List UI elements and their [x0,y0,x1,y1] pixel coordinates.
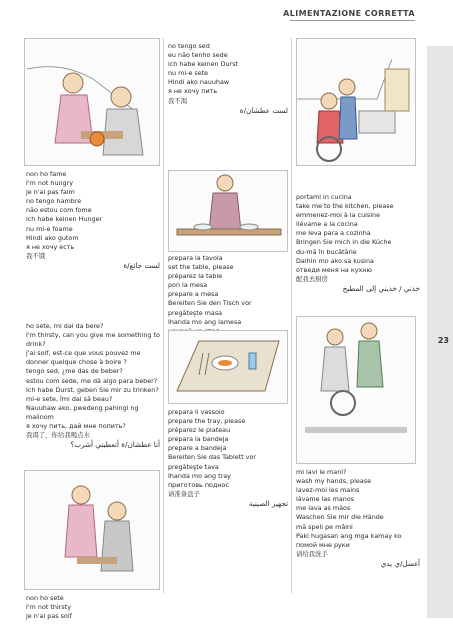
illustration-wash-hands [296,316,416,464]
phrase-fr: préparez le plateau [168,426,231,435]
phrase-en: take me to the kitchen, please [296,202,394,211]
phrase-de: Bereiten Sie das Tablett vor [168,453,257,462]
phrase-it: no tengo sed [168,42,210,50]
phrase-pt: me leva para a cozinha [296,229,371,238]
phrase-block-wash-hands [296,468,420,569]
phrase-ru: я не хочу пить [168,87,218,96]
phrase-it: prepara la tavola [168,254,223,262]
phrase-tl: Hindi ako nauuhaw [168,78,230,87]
phrase-block-kitchen [296,193,420,294]
phrase-zh: 请给我洗手 [296,549,328,558]
phrase-it: ho sete, mi dai da bere? [26,322,104,330]
phrase-de: Ich habe Durst, geben Sie mir zu trinken? [26,385,159,394]
phrase-block-not-thirsty-bottom [26,594,160,621]
phrase-ar: خذني / خذيني إلى المطبخ [342,283,420,293]
phrase-ru: приготовь поднос [168,480,229,489]
phrase-ro: nu mi-e foame [26,224,73,233]
phrase-ru: я хочу пить, дай мне попить? [26,422,126,431]
phrase-en: wash my hands, please [296,477,371,486]
phrase-it: mi lavi le mani? [296,468,347,476]
illustration-set-table [168,170,288,252]
illustration-kitchen [296,38,416,166]
phrase-it: prepara il vassoio [168,408,225,416]
phrase-de: Waschen Sie mir die Hände [296,513,384,522]
phrase-pt: prepare a mesa [168,290,219,299]
phrase-ro: nu mi-e sete [168,69,209,78]
phrase-block-not-hungry [26,170,160,271]
phrase-en: set the table, please [168,263,234,272]
phrase-it: portami in cucina [296,193,352,201]
phrase-es: prepara la bandeja [168,435,229,444]
phrase-ro: mă speli pe mâini [296,522,353,531]
phrase-zh: 我不渴 [168,96,188,105]
phrase-tl: Paki hugasan ang mga kamay ko [296,531,402,540]
phrase-tl: Dalhin mo ako sa kusina [296,256,374,265]
phrase-block-thirsty-drink [26,322,160,450]
phrase-en: I'm not thirsty [26,603,71,612]
page-header [0,0,453,22]
phrase-zh: 请准备盘子 [168,489,200,498]
phrase-de: Bringen Sie mich in die Küche [296,238,392,247]
phrase-ar: تجهيز الصينية [248,498,288,508]
phrase-ar: لست عطشان/ة [239,105,288,115]
phrase-pt: eu não tenho sede [168,51,228,60]
phrase-tl: Ihanda mo ang tray [168,471,231,480]
phrase-zh: 我渴了，你给我喝点水 [26,431,90,440]
phrase-es: lávame las manos [296,495,355,504]
section-title: ALIMENTAZIONE CORRETTA [283,9,415,18]
phrase-fr: lavez-moi les mains [296,486,360,495]
phrase-ru: отведи меня на кухню [296,265,372,274]
phrase-es: pon la mesa [168,281,208,290]
phrase-ro: du-mă în bucătărie [296,247,357,256]
phrase-de: ich habe keinen Hunger [26,215,103,224]
phrase-ru: помой мне руки [296,540,350,549]
phrase-it: non ho sete [26,594,64,602]
column-divider [291,38,292,593]
phrase-zh: 我不饿 [26,251,46,260]
phrase-ar: لست جائع/ة [123,260,160,270]
illustration-tray [168,330,288,404]
phrase-fr: préparez la table [168,272,223,281]
header-rule [290,20,415,21]
column-divider [163,38,164,593]
phrase-ru: я не хочу есть [26,242,75,251]
phrase-es: tengo sed, ¿me das de beber? [26,367,123,376]
phrase-tl: Ihanda mo ang lamesa [168,317,242,326]
phrase-fr: j'ai soif, est-ce que vous pouvez me donner quelque chose à boire ? [26,349,141,367]
phrase-fr: je n'ai pas faim [26,188,75,197]
phrase-pt: estou com sede, me dá algo para beber? [26,376,158,385]
phrase-fr: je n'ai pas soif [26,612,72,621]
phrase-pt: prepare a bandeja [168,444,227,453]
illustration-not-thirsty [24,38,160,166]
phrase-es: no tengo hambre [26,197,82,206]
phrase-tl: Hindi ako gutom [26,233,79,242]
phrase-de: Bereiten Sie den Tisch vor [168,299,252,308]
side-tab [427,46,453,618]
phrase-ro: pregăteşte masa [168,308,223,317]
page-number: 23 [437,336,449,345]
phrase-block-not-thirsty [168,42,288,116]
phrase-block-tray [168,408,288,509]
phrase-en: prepare the tray, please [168,417,246,426]
illustration-not-thirsty-2 [24,470,160,590]
phrase-de: ich habe keinen Durst [168,60,239,69]
phrase-es: llévame a la cocina [296,220,358,229]
phrase-en: I'm not hungry [26,179,74,188]
phrase-en: I'm thirsty, can you give me something to drink? [26,331,160,349]
phrase-zh: 配我去厨房 [296,274,328,283]
phrase-pt: não estou com fome [26,206,92,215]
phrase-ar: أنا عطشان/ة أتعطيني أشرب؟ [70,440,160,450]
phrase-pt: me lava as mãos [296,504,351,513]
phrase-it: non ho fame [26,170,67,178]
phrase-fr: emmenez-moi à la cuisine [296,211,380,220]
phrase-ro: pregăteşte tava [168,462,219,471]
phrase-tl: Nauuhaw ako, pwedeng pahingi ng maiinom [26,403,139,421]
phrase-ro: mi-e sete, îmi dai să beau? [26,394,113,403]
phrase-ar: أغسل/ي يدي [380,558,420,568]
